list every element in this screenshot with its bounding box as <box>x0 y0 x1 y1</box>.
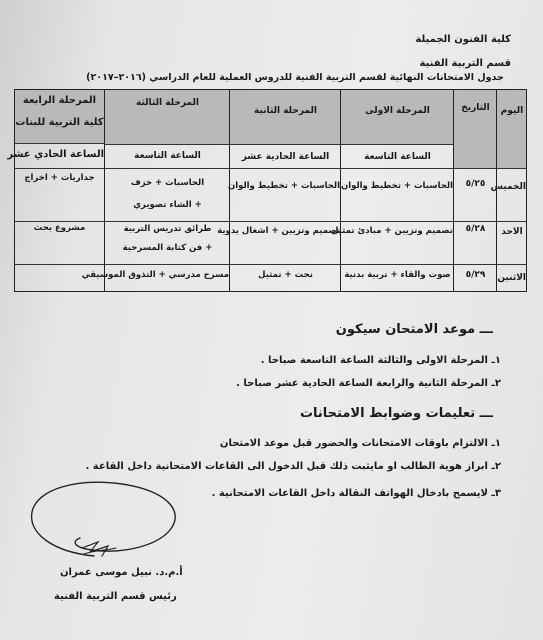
table-divider <box>104 144 453 145</box>
row1-stage3-line2: + الشاء تصويري <box>133 200 202 210</box>
stage3-time: الساعة التاسعة <box>134 151 201 161</box>
stage4-header: المرحلة الرابعة <box>22 95 97 106</box>
department-name: قسم التربية الفنية <box>419 58 511 69</box>
row3-stage2: نحت + تمثيل <box>258 270 313 280</box>
stage3-header: المرحلة الثالثة <box>136 98 199 108</box>
row3-stage1: صوت والقاء + تربية بدنية <box>344 270 451 280</box>
row1-stage4: جداريات + اخراج <box>24 173 95 183</box>
column-header-date: التاريخ <box>461 103 490 113</box>
signatory-title: رئيس قسم التربية الفنية <box>54 591 177 602</box>
stage1-header: المرحلة الاولى <box>365 106 430 116</box>
header-shade-day-date <box>453 90 526 168</box>
table-divider <box>15 264 526 265</box>
row1-stage3-line1: الحاسبات + خزف <box>130 178 205 188</box>
row2-stage2: تصميم وتزيين + اشغال يدوية <box>217 226 340 236</box>
row3-date: ٥/٢٩ <box>465 270 486 280</box>
exam-time-heading: ـــ موعد الامتحان سيكون <box>335 322 493 337</box>
table-divider <box>15 168 526 169</box>
table-divider <box>15 221 526 222</box>
row3-stage3: مسرح مدرسي + التذوق الموسيقي <box>81 270 229 280</box>
stage2-time: الساعة الحادية عشر <box>241 152 330 162</box>
row2-date: ٥/٢٨ <box>465 224 486 234</box>
row1-stage2: الحاسبات + تخطيط والوان <box>227 181 340 191</box>
stage2-header: المرحلة الثانية <box>254 106 317 116</box>
column-header-day: اليوم <box>500 106 524 116</box>
row1-day: الخميس <box>490 182 526 192</box>
table-title: جدول الامتحانات النهائية لقسم التربية الفنية للدروس العملية للعام الدراسي (٢٠١٦–٢٠١٧) <box>86 72 504 83</box>
stage4-subtitle: كلية التربية للبنات <box>15 117 104 128</box>
handwritten-signature <box>24 472 189 562</box>
stage1-time: الساعة التاسعة <box>364 152 431 162</box>
instruction-item-2: ٢ـ ابراز هوية الطالب او مايثبت ذلك قبل الدخول الى القاعات الامتحانية داخل القاعة . <box>85 461 501 472</box>
row2-day: الاحد <box>501 227 523 237</box>
instruction-item-1: ١ـ الالتزام باوقات الامتحانات والحضور قبل موعد الامتحان <box>219 438 501 449</box>
table-divider <box>15 143 104 144</box>
stage4-time: الساعة الحادي عشر <box>7 149 104 160</box>
row2-stage3-line1: طرائق تدريس التربية <box>123 224 212 234</box>
exam-time-item-1: ١ـ المرحلة الاولى والثالثة الساعة التاسعة صباحا . <box>260 355 501 366</box>
college-name: كلية الفنون الجميلة <box>415 34 511 45</box>
table-divider <box>104 90 105 291</box>
row2-stage3-line2: + فن كتابة المسرحية <box>122 243 213 253</box>
exam-time-item-2: ٢ـ المرحلة الثانية والرابعة الساعة الحادية عشر صباحا . <box>236 378 501 389</box>
table-divider <box>453 90 454 291</box>
row1-date: ٥/٢٥ <box>465 179 486 189</box>
instruction-item-3: ٣ـ لايسمح بادخال الهواتف النقالة داخل القاعات الامتحانية . <box>211 488 501 499</box>
row2-stage1: تصميم وتزيين + مبادئ تمثيل <box>331 226 453 236</box>
row3-day: الاثنين <box>497 273 526 283</box>
exam-schedule-table <box>7 89 527 292</box>
signatory-name: أ.م.د. نبيل موسى عمران <box>60 567 183 578</box>
row2-stage4: مشروع بحث <box>33 223 86 233</box>
instructions-heading: ـــ تعليمات وضوابط الامتحانات <box>299 406 493 421</box>
row1-stage1: الحاسبات + تخطيط والوان <box>340 181 453 191</box>
